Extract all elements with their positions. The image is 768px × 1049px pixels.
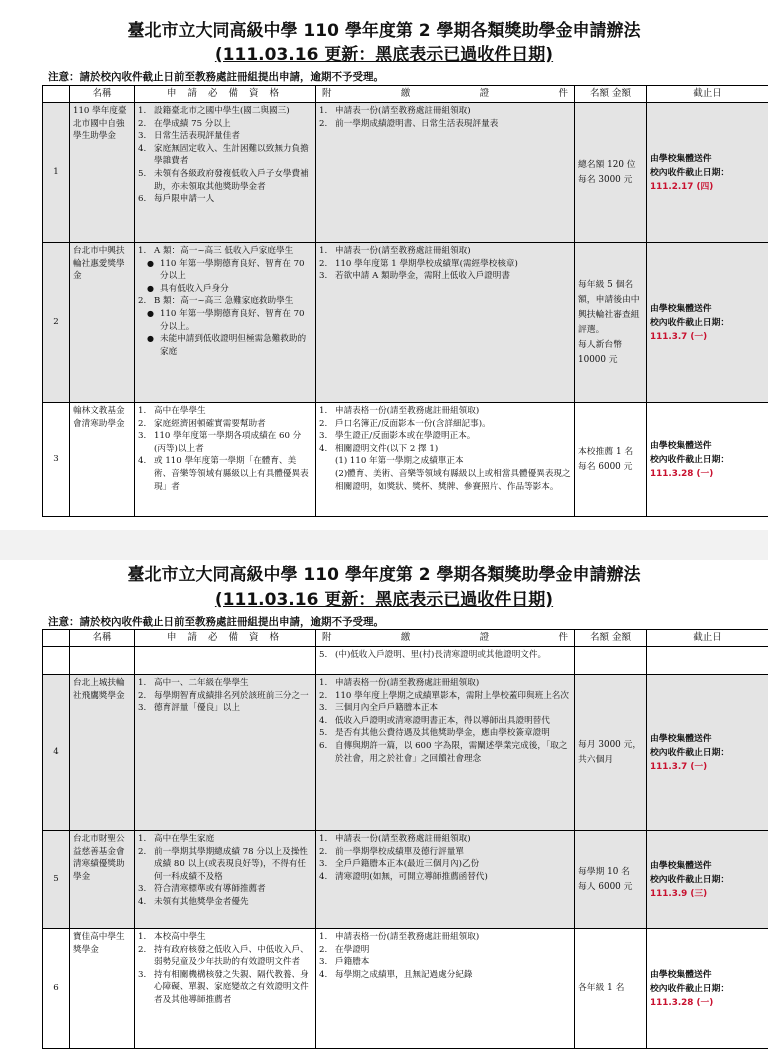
list-item (138, 105, 312, 118)
quota (575, 403, 647, 517)
item-number: 3. (138, 969, 146, 982)
col-header-requirements: 申 請 必 備 資 格 (135, 86, 316, 103)
item-text: 在學證明 (335, 945, 369, 955)
list-item (138, 896, 312, 909)
list-item (138, 168, 312, 193)
item-text: 德育評量「優良」以上 (154, 703, 240, 713)
sub-item: ● 110 年第一學期德育良好、智育在 70 分以上。 (160, 308, 312, 333)
notice: 注意：請於校內收件截止日前至教務處註冊組提出申請，逾期不予受理。 (48, 614, 384, 629)
requirements-list (138, 105, 312, 206)
col-header-requirements: 申 請 必 備 資 格 (135, 630, 316, 647)
scholarship-name: 翰林文教基金會清寒助學金 (70, 403, 135, 517)
item-text: 前一學期學校成績單及德行評量單 (335, 847, 464, 857)
item-number: 3. (319, 956, 327, 969)
item-number: 2. (138, 118, 146, 131)
item-text: 戶口名簿正/反面影本一份(含詳細記事)。 (335, 419, 491, 429)
item-number: 3. (319, 270, 327, 283)
list-item (319, 418, 571, 431)
deadline (647, 403, 768, 517)
item-text: 相關證明文件(以下 2 擇 1) (335, 444, 438, 454)
documents (316, 103, 575, 243)
item-number: 1. (138, 677, 146, 690)
item-text: 日常生活表現評量佳者 (154, 131, 240, 141)
list-item (138, 118, 312, 131)
deadline-label: 校內收件截止日期： (650, 746, 765, 760)
item-number: 4. (138, 896, 146, 909)
item-number: 1. (319, 931, 327, 944)
requirement-subitems (138, 308, 312, 358)
deadline-date: 111.3.7 (一) (650, 330, 765, 344)
item-text: 高中一、二年級在學學生 (154, 678, 249, 688)
item-number: 2. (319, 846, 327, 859)
quota-line: 每人 6000 元 (578, 880, 643, 895)
list-item (138, 883, 312, 896)
documents (316, 403, 575, 517)
deadline (647, 103, 768, 243)
quota (575, 243, 647, 403)
documents-list (319, 677, 571, 765)
item-number: 2. (319, 118, 327, 131)
table-row (43, 243, 768, 403)
row-index: 5 (43, 831, 70, 929)
list-item (138, 690, 312, 703)
documents (316, 831, 575, 929)
requirements (135, 831, 316, 929)
item-number: 2. (138, 295, 146, 308)
deadline-label: 校內收件截止日期： (650, 453, 765, 467)
deadline (647, 243, 768, 403)
requirements (135, 403, 316, 517)
item-number: 3. (319, 858, 327, 871)
deadline (647, 831, 768, 929)
documents-list (319, 649, 571, 662)
requirements-list (138, 295, 312, 308)
list-item (319, 740, 571, 765)
scholarship-name: 台北上城扶輪社飛鷹獎學金 (70, 675, 135, 831)
item-text: 在學成績 75 分以上 (154, 119, 231, 129)
list-item (319, 969, 571, 982)
item-number: 2. (138, 944, 146, 957)
item-text: 高中在學學生 (154, 406, 206, 416)
list-item (319, 270, 571, 283)
item-text: 前一學期其學期總成績 78 分以上及操性成績 80 以上(或表現良好等)，不得有任何一科成績不及格 (154, 847, 308, 882)
item-number: 2. (138, 418, 146, 431)
list-item (319, 846, 571, 859)
item-text: 每學期之成績單，且無記過處分紀錄 (335, 970, 473, 980)
item-text: 申請表格一份(請至教務處註冊組領取) (335, 678, 479, 688)
col-header-name: 名稱 (70, 630, 135, 647)
quota-line: 總名額 120 位 (578, 158, 643, 173)
requirements (135, 675, 316, 831)
scholarship-name: 台北市中興扶輪社惠愛獎學金 (70, 243, 135, 403)
item-text: 本校高中學生 (154, 932, 206, 942)
list-item (138, 130, 312, 143)
col-header-deadline: 截止日 (647, 86, 768, 103)
sub-item: ● 110 年第一學期德育良好、智育在 70 分以上 (160, 258, 312, 283)
item-number: 2. (319, 944, 327, 957)
list-item (138, 143, 312, 168)
item-text: A 類：高一~高三 低收入戶家庭學生 (154, 246, 293, 256)
item-number: 4. (319, 969, 327, 982)
quota-line: 每人新台幣 10000 元 (578, 338, 643, 368)
item-text: 設籍臺北市之國中學生(國二與國三) (154, 106, 290, 116)
list-item (319, 258, 571, 271)
item-text: 或 110 學年度第一學期「在體育、美術、音樂等領域有縣級以上有具體優異表現」者 (154, 456, 309, 491)
col-header-index (43, 86, 70, 103)
item-text: 高中在學生家庭 (154, 834, 214, 844)
list-item (319, 118, 571, 131)
documents-list (319, 245, 571, 283)
item-text: 是否有其他公費待遇及其他獎助學金，應由學校簽章證明 (335, 728, 550, 738)
item-text: 符合清寒標準或有導師推薦者 (154, 884, 266, 894)
item-number: 1. (138, 405, 146, 418)
table-row (43, 675, 768, 831)
quota (575, 103, 647, 243)
col-header-documents (316, 86, 575, 103)
list-item (319, 858, 571, 871)
item-number: 5. (319, 727, 327, 740)
col-header-quota: 名額 金額 (575, 86, 647, 103)
requirement-item (138, 295, 312, 308)
deadline-label: 校內收件截止日期： (650, 316, 765, 330)
table-row-continued (43, 647, 768, 675)
item-text: 申請表一份(請至教務處註冊組領取) (335, 246, 471, 256)
item-number: 1. (138, 833, 146, 846)
item-number: 1. (138, 245, 146, 258)
item-text: (中)低收入戶證明、里(村)長清寒證明或其他證明文件。 (335, 650, 546, 660)
requirements-list (138, 677, 312, 715)
item-number: 3. (319, 430, 327, 443)
notice: 注意：請於校內收件截止日前至教務處註冊組提出申請，逾期不予受理。 (48, 69, 384, 84)
row-index: 2 (43, 243, 70, 403)
requirements (135, 103, 316, 243)
deadline (647, 647, 768, 675)
list-item (319, 702, 571, 715)
table-row (43, 831, 768, 929)
item-text: 每戶限申請一人 (154, 194, 214, 204)
list-item (319, 105, 571, 118)
documents (316, 243, 575, 403)
item-text: (1) 110 年第一學期之成績單正本 (335, 456, 464, 466)
item-number: 3. (138, 130, 146, 143)
documents-list (319, 833, 571, 883)
col-header-documents-d: 件 (558, 88, 568, 101)
item-text: 戶籍謄本 (335, 957, 369, 967)
list-item (319, 405, 571, 418)
list-item (138, 455, 312, 493)
col-header-documents-b: 繳 (401, 632, 411, 645)
list-item (319, 443, 571, 456)
deadline-date: 111.3.9 (三) (650, 887, 765, 901)
deadline-date: 111.3.28 (一) (650, 467, 765, 481)
item-text: 未領有其他獎學金者優先 (154, 897, 249, 907)
col-header-index (43, 630, 70, 647)
item-number: 4. (319, 871, 327, 884)
quota-line: 每年級 5 個名額，申請後由中興扶輪社審查組評選。 (578, 278, 643, 338)
deadline-label: 校內收件截止日期： (650, 166, 765, 180)
item-text: 若欲申請 A 類助學金，需附上低收入戶證明書 (335, 271, 510, 281)
item-text: (2)體育、美術、音樂等領域有縣級以上或相當具體優異表現之相關證明，如獎狀、獎杯、獎牌、參賽照片、作品等影本。 (335, 469, 571, 492)
item-text: 申請表一份(請至教務處註冊組領取) (335, 834, 471, 844)
list-item (319, 468, 571, 493)
list-item (138, 677, 312, 690)
col-header-name: 名稱 (70, 86, 135, 103)
item-number: 2. (319, 690, 327, 703)
list-item (319, 944, 571, 957)
list-item (319, 871, 571, 884)
list-item (319, 430, 571, 443)
list-item (138, 931, 312, 944)
row-index: 1 (43, 103, 70, 243)
item-text: 低收入戶證明或清寒證明書正本，得以導師出具證明替代 (335, 716, 550, 726)
item-text: B 類：高一~高三 急難家庭救助學生 (154, 296, 293, 306)
item-number: 1. (319, 405, 327, 418)
item-text: 持有政府核發之低收入戶、中低收入戶、弱勢兒童及少年扶助的有效證明文件者 (154, 945, 309, 968)
list-item (138, 193, 312, 206)
quota-line: 每學期 10 名 (578, 865, 643, 880)
item-number: 3. (138, 430, 146, 443)
requirement-subitems (138, 258, 312, 296)
deadline-method: 由學校集體送件 (650, 152, 765, 166)
documents (316, 929, 575, 1049)
scholarship-name: 110 學年度臺北市國中自強學生助學金 (70, 103, 135, 243)
item-number: 5. (138, 168, 146, 181)
requirements (135, 243, 316, 403)
list-item (319, 455, 571, 468)
item-text: 清寒證明(如無，可開立導師推薦函替代) (335, 872, 488, 882)
row-index (43, 647, 70, 675)
item-number: 1. (319, 677, 327, 690)
deadline (647, 929, 768, 1049)
item-text: 未領有各級政府發複低收入戶子女學費補助，亦未領取其他獎助學金者 (154, 169, 309, 192)
list-item (319, 690, 571, 703)
item-text: 自傳與期許一篇，以 600 字為限，需闡述學業完成後，「取之於社會，用之於社會」之回饋社會理念 (335, 741, 567, 764)
list-item (319, 956, 571, 969)
scholarship-name (70, 647, 135, 675)
list-item (319, 245, 571, 258)
item-number: 3. (138, 883, 146, 896)
requirements-list (138, 931, 312, 1007)
item-text: 申請表格一份(請至教務處註冊組領取) (335, 406, 479, 416)
row-index: 3 (43, 403, 70, 517)
list-item (138, 833, 312, 846)
col-header-documents-c: 證 (480, 632, 490, 645)
item-text: 持有相關機構核發之失親、隔代教養、身心障礙、單親、家庭變故之有效證明文件者及其他導師推薦者 (154, 970, 309, 1005)
deadline (647, 675, 768, 831)
item-text: 每學期智育成績排名列於該班前三分之一 (154, 691, 309, 701)
scholarship-table (42, 85, 768, 517)
item-number: 6. (319, 740, 327, 753)
sub-item: ● 具有低收入戶身分 (160, 283, 312, 296)
scholarship-name: 寶佳高中學生獎學金 (70, 929, 135, 1049)
item-number: 2. (138, 690, 146, 703)
table-row (43, 403, 768, 517)
item-number: 3. (138, 702, 146, 715)
documents (316, 647, 575, 675)
deadline-method: 由學校集體送件 (650, 732, 765, 746)
scholarship-table (42, 629, 768, 1049)
item-number: 4. (319, 715, 327, 728)
table-header-row (43, 86, 768, 103)
item-text: 110 學年度第一學期各項成績在 60 分(丙等)以上者 (154, 431, 301, 454)
quota (575, 831, 647, 929)
quota (575, 647, 647, 675)
list-item (319, 677, 571, 690)
quota-line: 各年級 1 名 (578, 981, 643, 996)
requirements-list (138, 833, 312, 909)
item-text: 申請表一份(請至教務處註冊組領取) (335, 106, 471, 116)
document-item (319, 649, 571, 662)
item-number: 1. (138, 931, 146, 944)
item-number: 2. (138, 846, 146, 859)
page-separator (0, 530, 768, 560)
item-text: 學生證正/反面影本或在學證明正本。 (335, 431, 475, 441)
table-row (43, 103, 768, 243)
list-item (138, 702, 312, 715)
deadline-date: 111.3.7 (一) (650, 760, 765, 774)
page-subtitle: (111.03.16 更新：黑底表示已過收件日期) (0, 44, 768, 66)
deadline-method: 由學校集體送件 (650, 302, 765, 316)
table-row (43, 929, 768, 1049)
row-index: 6 (43, 929, 70, 1049)
item-number: 4. (319, 443, 327, 456)
item-text: 110 學年度上學期之成績單影本，需附上學校蓋印與班上名次 (335, 691, 569, 701)
table-header-row (43, 630, 768, 647)
item-text: 全戶戶籍謄本正本(最近三個月內)乙份 (335, 859, 479, 869)
quota-line: 每名 3000 元 (578, 173, 643, 188)
item-number: 2. (319, 418, 327, 431)
col-header-documents-a: 附 (322, 88, 332, 101)
deadline-label: 校內收件截止日期： (650, 982, 765, 996)
page-title: 臺北市立大同高級中學 110 學年度第 2 學期各類獎助學金申請辦法 (0, 564, 768, 586)
quota-line: 每月 3000 元，共六個月 (578, 738, 643, 768)
item-number: 6. (138, 193, 146, 206)
list-item (138, 405, 312, 418)
requirement-item (138, 245, 312, 258)
item-text: 110 學年度第 1 學期學校成績單(需經學校核章) (335, 259, 518, 269)
item-number: 4. (138, 143, 146, 156)
item-number: 1. (319, 245, 327, 258)
requirements (135, 647, 316, 675)
documents (316, 675, 575, 831)
row-index: 4 (43, 675, 70, 831)
list-item (138, 969, 312, 1007)
col-header-deadline: 截止日 (647, 630, 768, 647)
item-text: 三個月內全戶戶籍謄本正本 (335, 703, 438, 713)
item-number: 5. (319, 649, 327, 662)
col-header-documents-c: 證 (480, 88, 490, 101)
item-text: 申請表格一份(請至教務處註冊組領取) (335, 932, 479, 942)
list-item (138, 944, 312, 969)
quota (575, 929, 647, 1049)
list-item (319, 715, 571, 728)
item-text: 家庭經濟困頓確實需要幫助者 (154, 419, 266, 429)
item-text: 前一學期成績證明書、日常生活表現評量表 (335, 119, 498, 129)
col-header-documents-a: 附 (322, 632, 332, 645)
documents-list (319, 931, 571, 981)
list-item (138, 430, 312, 455)
list-item (319, 931, 571, 944)
list-item (319, 727, 571, 740)
requirements-list (138, 405, 312, 493)
deadline-date: 111.2.17 (四) (650, 180, 765, 194)
deadline-label: 校內收件截止日期： (650, 873, 765, 887)
page-title: 臺北市立大同高級中學 110 學年度第 2 學期各類獎助學金申請辦法 (0, 20, 768, 42)
col-header-documents-b: 繳 (401, 88, 411, 101)
item-number: 4. (138, 455, 146, 468)
deadline-date: 111.3.28 (一) (650, 996, 765, 1010)
documents-list (319, 405, 571, 493)
scholarship-name: 台北市財聖公益慈善基金會清寒績優獎助學金 (70, 831, 135, 929)
list-item (319, 833, 571, 846)
requirements-list (138, 245, 312, 258)
quota (575, 675, 647, 831)
quota-line: 每名 6000 元 (578, 460, 643, 475)
deadline-method: 由學校集體送件 (650, 968, 765, 982)
col-header-documents-d: 件 (558, 632, 568, 645)
item-number: 1. (319, 105, 327, 118)
page-subtitle: (111.03.16 更新：黑底表示已過收件日期) (0, 589, 768, 611)
deadline-method: 由學校集體送件 (650, 859, 765, 873)
col-header-quota: 名額 金額 (575, 630, 647, 647)
list-item (138, 846, 312, 884)
item-number: 3. (319, 702, 327, 715)
documents-list (319, 105, 571, 130)
requirements (135, 929, 316, 1049)
item-text: 家庭無固定收入、生計困難以致無力負擔學雜費者 (154, 144, 309, 167)
page-2 (0, 560, 768, 1024)
item-number: 1. (138, 105, 146, 118)
col-header-documents (316, 630, 575, 647)
list-item (138, 418, 312, 431)
deadline-method: 由學校集體送件 (650, 439, 765, 453)
quota-line: 本校推薦 1 名 (578, 445, 643, 460)
sub-item: ● 未能申請到低收證明但極需急難救助的家庭 (160, 333, 312, 358)
item-number: 2. (319, 258, 327, 271)
item-number: 1. (319, 833, 327, 846)
